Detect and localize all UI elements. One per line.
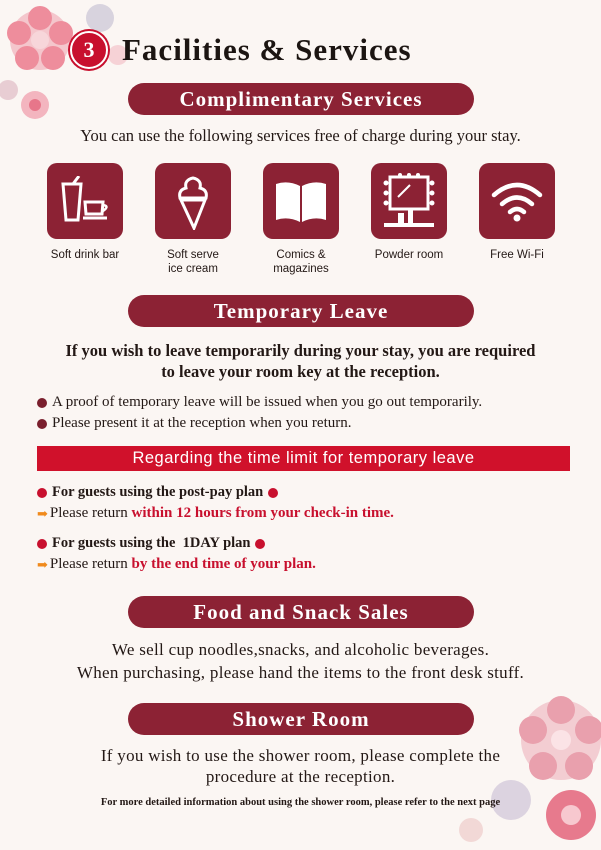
service-label [246, 248, 356, 276]
time-limit-banner: Regarding the time limit for temporary leave [37, 446, 570, 471]
service-label-line1: Powder room [374, 249, 444, 261]
vanity-mirror-icon [371, 163, 447, 239]
service-wifi [462, 163, 572, 262]
service-label-line1: Soft drink bar [50, 249, 120, 261]
bullet-dot-icon [37, 419, 47, 429]
temporary-leave-lead [0, 340, 601, 382]
section-number-badge [70, 31, 108, 69]
service-label-line2: ice cream [168, 263, 218, 275]
page-title: Facilities & Services [122, 32, 412, 67]
service-soft-drink [30, 163, 140, 262]
bullet-dot-icon [268, 488, 278, 498]
shower-description [0, 745, 601, 787]
postpay-prefix-text: Please return [49, 505, 132, 521]
lead-line-2: to leave your room key at the reception. [161, 362, 440, 381]
arrow-right-icon: ➡ [37, 556, 48, 572]
shower-line-1: If you wish to use the shower room, please complete the [100, 746, 501, 765]
service-label [354, 248, 464, 262]
oneday-plan-instruction [37, 556, 316, 573]
oneday-prefix-text: Please return [49, 556, 132, 572]
bullet-dot-icon [37, 488, 47, 498]
book-icon [263, 163, 339, 239]
postpay-highlight-text: within 12 hours from your check-in time. [131, 505, 394, 521]
soft-drink-icon [47, 163, 123, 239]
service-powder-room [354, 163, 464, 262]
bullet-text: Please present it at the reception when you return. [52, 415, 352, 431]
section-number: 3 [83, 37, 95, 62]
service-comics [246, 163, 356, 276]
food-description [0, 638, 601, 684]
postpay-plan-instruction [37, 505, 394, 522]
temporary-leave-bullet-2 [37, 415, 351, 432]
page-header [70, 28, 412, 72]
service-label [462, 248, 572, 262]
postpay-heading-text: For guests using the post-pay plan [52, 484, 264, 500]
shower-line-2: procedure at the reception. [205, 767, 396, 786]
oneday-highlight-text: by the end time of your plan. [131, 556, 316, 572]
service-label [138, 248, 248, 276]
ice-cream-icon [155, 163, 231, 239]
temporary-leave-bullet-1 [37, 394, 482, 411]
lead-line-1: If you wish to leave temporarily during your stay, you are required [65, 341, 536, 360]
shower-footnote: For more detailed information about using the shower room, please refer to the next page [100, 797, 501, 808]
service-label-line1: Soft serve [167, 249, 219, 261]
food-line-2: When purchasing, please hand the items to the front desk stuff. [76, 663, 525, 682]
shower-room-heading: Shower Room [128, 703, 474, 735]
wifi-icon [479, 163, 555, 239]
bullet-dot-icon [255, 539, 265, 549]
bullet-text: A proof of temporary leave will be issued when you go out temporarily. [52, 394, 483, 410]
food-snack-sales-heading: Food and Snack Sales [128, 596, 474, 628]
bullet-dot-icon [37, 398, 47, 408]
service-label [30, 248, 140, 262]
oneday-heading-text: For guests using the 1DAY plan [52, 535, 251, 551]
temporary-leave-heading: Temporary Leave [128, 295, 474, 327]
postpay-plan-heading [37, 484, 278, 501]
bullet-dot-icon [37, 539, 47, 549]
service-label-line2: magazines [273, 263, 329, 275]
service-label-line1: Free Wi-Fi [490, 249, 544, 261]
service-label-line1: Comics & [276, 249, 326, 261]
food-line-1: We sell cup noodles,snacks, and alcoholic beverages. [111, 640, 490, 659]
complimentary-services-heading: Complimentary Services [128, 83, 474, 115]
oneday-plan-heading [37, 535, 265, 552]
arrow-right-icon: ➡ [37, 505, 48, 521]
complimentary-intro: You can use the following services free of charge during your stay. [80, 126, 521, 145]
service-ice-cream [138, 163, 248, 276]
